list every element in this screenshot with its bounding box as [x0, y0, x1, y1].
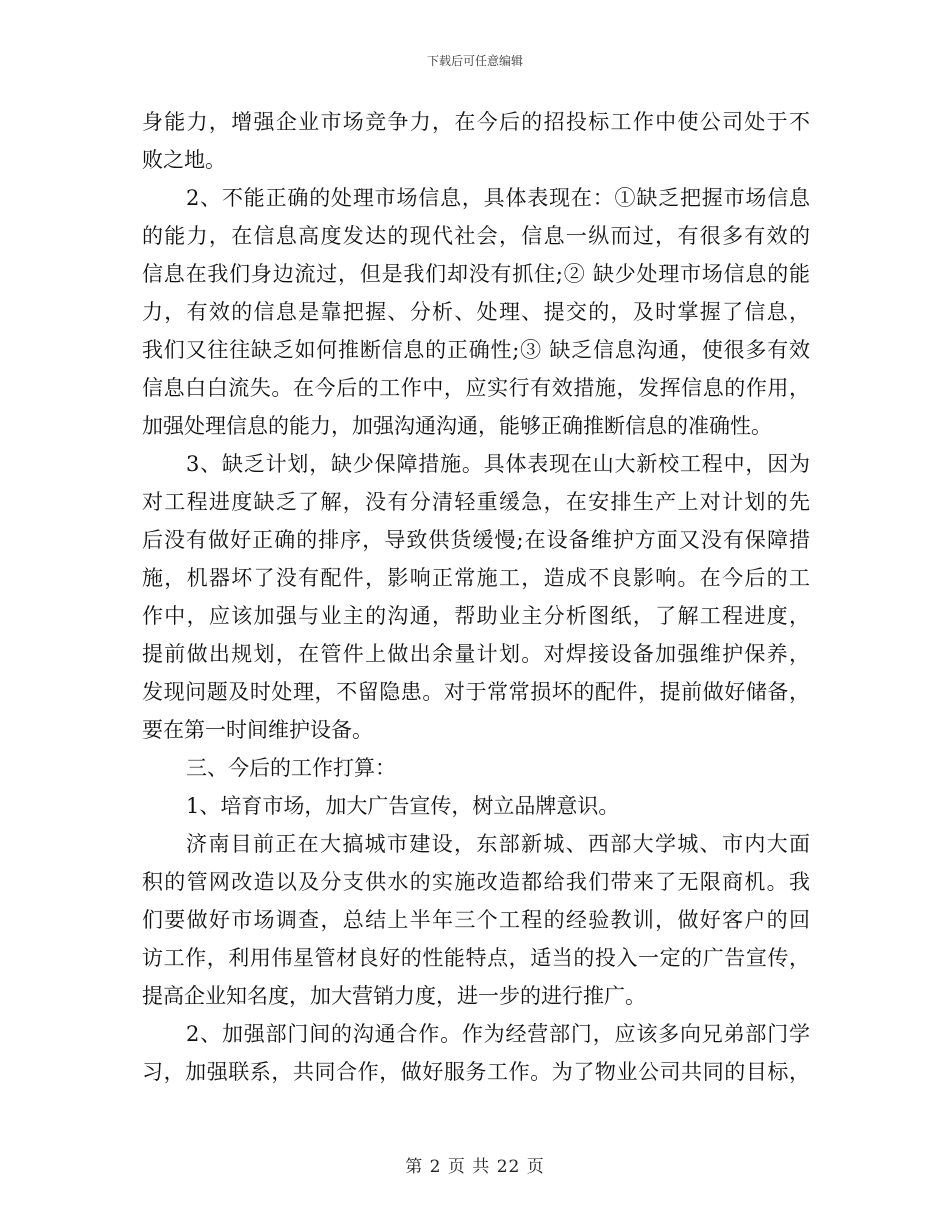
- text-line: 信息在我们身边流过，但是我们却没有抓住;② 缺少处理市场信息的能: [142, 262, 810, 286]
- text-line: 身能力，增强企业市场竞争力，在今后的招投标工作中使公司处于不: [142, 110, 810, 134]
- text-line: 发现问题及时处理，不留隐患。对于常常损坏的配件，提前做好储备，: [142, 680, 810, 704]
- text-line: 访工作，利用伟星管材良好的性能特点，适当的投入一定的广告宣传，: [142, 946, 810, 970]
- text-line: 济南目前正在大搞城市建设，东部新城、西部大学城、市内大面: [186, 832, 810, 856]
- page-header: 下载后可任意编辑: [426, 54, 523, 68]
- text-line: 的能力，在信息高度发达的现代社会，信息一纵而过，有很多有效的: [142, 224, 810, 248]
- text-line: 们要做好市场调查，总结上半年三个工程的经验教训，做好客户的回: [142, 908, 810, 932]
- text-line: 作中，应该加强与业主的沟通，帮助业主分析图纸，了解工程进度，: [142, 604, 810, 628]
- text-line: 加强处理信息的能力，加强沟通沟通，能够正确推断信息的准确性。: [142, 414, 772, 438]
- page-number-footer: 第 2 页 共 22 页: [405, 1157, 545, 1177]
- text-line: 力，有效的信息是靠把握、分析、处理、提交的，及时掌握了信息，: [142, 300, 810, 324]
- text-line: 对工程进度缺乏了解，没有分清轻重缓急，在安排生产上对计划的先: [142, 490, 810, 514]
- text-line: 我们又往往缺乏如何推断信息的正确性;③ 缺乏信息沟通，使很多有效: [142, 338, 810, 362]
- text-line: 三、今后的工作打算：: [186, 756, 396, 780]
- text-line: 提高企业知名度，加大营销力度，进一步的进行推广。: [142, 984, 646, 1008]
- text-line: 信息白白流失。在今后的工作中，应实行有效措施，发挥信息的作用，: [142, 376, 810, 400]
- text-line: 2、加强部门间的沟通合作。作为经营部门，应该多向兄弟部门学: [186, 1022, 810, 1046]
- document-body: [142, 103, 810, 1091]
- text-line: 施，机器坏了没有配件，影响正常施工，造成不良影响。在今后的工: [142, 566, 810, 590]
- text-line: 提前做出规划，在管件上做出余量计划。对焊接设备加强维护保养，: [142, 642, 810, 666]
- text-line: 1、培育市场，加大广告宣传，树立品牌意识。: [186, 794, 620, 818]
- text-line: 3、缺乏计划，缺少保障措施。具体表现在山大新校工程中，因为: [186, 452, 810, 476]
- text-line: 习，加强联系，共同合作，做好服务工作。为了物业公司共同的目标，: [142, 1060, 810, 1084]
- text-line: 后没有做好正确的排序，导致供货缓慢;在设备维护方面又没有保障措: [142, 528, 810, 552]
- text-line: 2、不能正确的处理市场信息，具体表现在：①缺乏把握市场信息: [186, 186, 810, 210]
- text-line: 要在第一时间维护设备。: [142, 718, 373, 742]
- text-line: 败之地。: [142, 148, 226, 172]
- text-line: 积的管网改造以及分支供水的实施改造都给我们带来了无限商机。我: [142, 870, 810, 894]
